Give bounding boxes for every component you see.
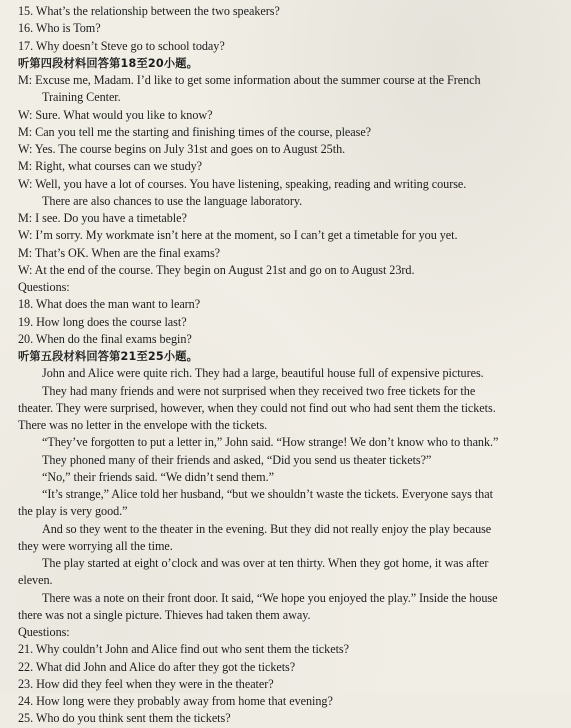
text-line: There was no letter in the envelope with the tickets. [18, 418, 268, 432]
text-line: They had many friends and were not surprised when they received two free tickets for the [42, 383, 476, 398]
text-line: 21. Why couldn’t John and Alice find out who sent them the tickets? [18, 642, 349, 657]
text-line: 23. How did they feel when they were in the theater? [18, 676, 274, 691]
text-line: there was not a single picture. Thieves had taken them away. [18, 607, 311, 622]
text-line: Questions: [18, 625, 70, 639]
text-line: M: I see. Do you have a timetable? [18, 211, 187, 225]
text-line: “They’ve forgotten to put a letter in,” John said. “How strange! We don’t know who to thank.” [42, 435, 499, 450]
text-line: they were worrying all the time. [18, 538, 173, 553]
text-line: John and Alice were quite rich. They had a large, beautiful house full of expensive pictures. [42, 366, 484, 381]
text-line: 25. Who do you think sent them the tickets? [18, 711, 231, 726]
text-line: 19. How long does the course last? [18, 314, 187, 329]
section-heading: 听第四段材料回答第18至20小题。 [18, 56, 198, 70]
text-line: And so they went to the theater in the evening. But they did not really enjoy the play because [42, 521, 492, 536]
text-line: Questions: [18, 280, 70, 294]
text-line: 16. Who is Tom? [18, 21, 101, 36]
text-line: 17. Why doesn’t Steve go to school today? [18, 38, 225, 53]
text-line: The play started at eight o’clock and was over at ten thirty. When they got home, it was after [42, 556, 489, 570]
text-line: 18. What does the man want to learn? [18, 297, 201, 312]
section-heading: 听第五段材料回答第21至25小题。 [18, 350, 198, 363]
text-line: M: Excuse me, Madam. I’d like to get some information about the summer course at the French [18, 73, 481, 87]
text-line: eleven. [18, 573, 53, 588]
listening-transcript [18, 3, 561, 728]
text-line: the play is very good.” [18, 504, 128, 519]
text-line: W: Sure. What would you like to know? [18, 107, 213, 122]
text-line: M: Can you tell me the starting and finishing times of the course, please? [18, 124, 372, 139]
text-line: There was a note on their front door. It said, “We hope you enjoyed the play.” Inside the house [42, 590, 498, 605]
text-line: 22. What did John and Alice do after they got the tickets? [18, 659, 296, 674]
text-line: W: Yes. The course begins on July 31st and goes on to August 25th. [18, 142, 346, 156]
text-line: 20. When do the final exams begin? [18, 331, 192, 346]
text-line: theater. They were surprised, however, when they could not find out who had sent them the tickets. [18, 400, 496, 415]
text-line: W: At the end of the course. They begin on August 21st and go on to August 23rd. [18, 262, 415, 277]
text-line: “No,” their friends said. “We didn’t send them.” [42, 469, 274, 484]
text-line: 15. What’s the relationship between the two speakers? [18, 4, 280, 18]
text-line: “It’s strange,” Alice told her husband, “but we shouldn’t waste the tickets. Everyone says that [42, 487, 493, 501]
text-line: M: That’s OK. When are the final exams? [18, 245, 221, 260]
text-line: M: Right, what courses can we study? [18, 159, 203, 174]
text-line: They phoned many of their friends and asked, “Did you send us theater tickets?” [42, 452, 432, 467]
text-line: W: I’m sorry. My workmate isn’t here at the moment, so I can’t get a timetable for you yet. [18, 228, 458, 243]
text-line: Training Center. [42, 90, 121, 105]
text-line: There are also chances to use the language laboratory. [42, 193, 303, 208]
text-line: W: Well, you have a lot of courses. You have listening, speaking, reading and writing course. [18, 176, 467, 191]
text-line: 24. How long were they probably away from home that evening? [18, 694, 333, 708]
